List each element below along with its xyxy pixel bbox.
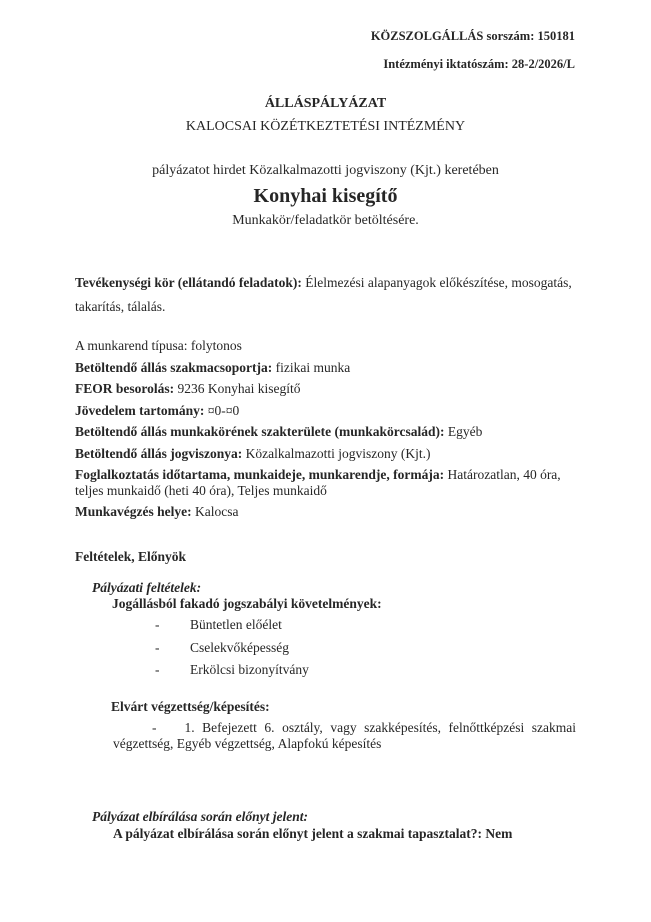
attribute-value: 9236 Konyhai kisegítő: [177, 381, 301, 396]
attribute-salary-range: [75, 403, 583, 419]
subsection-application-conditions: Pályázati feltételek:: [92, 580, 202, 595]
bullet-dash: -: [155, 662, 160, 677]
attribute-label: Betöltendő állás jogviszonya:: [75, 445, 243, 461]
attribute-work-location: [75, 504, 583, 520]
attribute-feor-code: [75, 381, 583, 397]
duties-value: Élelmezési alapanyagok előkészítése, mosogatás, takarítás, tálalás.: [75, 275, 572, 314]
section-title-conditions: Feltételek, Előnyök: [75, 549, 186, 564]
registry-number: Intézményi iktatószám: 28-2/2026/L: [383, 57, 575, 71]
attribute-value: Egyéb: [447, 424, 483, 439]
header-meta: [371, 29, 575, 72]
bullet-dash: -: [152, 720, 157, 735]
advantage-question: A pályázat elbírálása során előnyt jelent a szakmai tapasztalat?: Nem: [113, 826, 513, 841]
attributes-list: [75, 338, 583, 526]
attribute-value: Közalkalmazotti jogviszony (Kjt.): [245, 445, 431, 461]
qualification-text: 1. Befejezett 6. osztály, vagy szakképesítés, felnőttképzési szakmai végzettség, Egyéb végzettség, Alapfokú képesítés: [113, 720, 576, 751]
organization-name: KALOCSAI KÖZÉTKEZTETÉSI INTÉZMÉNY: [185, 119, 466, 134]
attribute-label: Betöltendő állás munkakörének szakterülete (munkakörcsalád):: [75, 424, 445, 439]
intro-line: pályázatot hirdet Közalkalmazotti jogviszony (Kjt.) keretében: [152, 163, 499, 178]
document-heading: ÁLLÁSPÁLYÁZAT: [264, 96, 387, 111]
legal-requirements-list: [155, 617, 309, 685]
duties-paragraph: [75, 271, 581, 319]
attribute-value: ¤0-¤0: [207, 402, 240, 418]
advantage-title: Pályázat elbírálása során előnyt jelent:: [92, 809, 308, 824]
qualification-title: Elvárt végzettség/képesítés:: [111, 699, 270, 714]
attribute-value: fizikai munka: [275, 359, 351, 375]
serial-number: KÖZSZOLGÁLLÁS sorszám: 150181: [370, 29, 575, 43]
attribute-label: Foglalkoztatás időtartama, munkaideje, munkarendje, formája:: [75, 467, 445, 482]
attribute-label: Jövedelem tartomány:: [75, 402, 205, 418]
attribute-employment-terms: [75, 467, 583, 498]
title-block: [0, 96, 651, 229]
duties-label: Tevékenységi kör (ellátandó feladatok):: [75, 275, 302, 290]
attribute-employment-relation: [75, 446, 583, 462]
qualification-item: [113, 720, 576, 752]
position-subtitle: Munkakör/feladatkör betöltésére.: [232, 213, 419, 228]
legal-requirement-text: Cselekvőképesség: [190, 639, 289, 655]
bullet-dash: -: [155, 617, 160, 632]
position-title: Konyhai kisegítő: [253, 185, 398, 207]
attribute-work-schedule: [75, 338, 583, 354]
legal-requirements-title: Jogállásból fakadó jogszabályi követelmények:: [112, 596, 382, 611]
attribute-value: Kalocsa: [194, 504, 239, 519]
legal-requirement-text: Büntetlen előélet: [190, 617, 282, 632]
attribute-label: Munkavégzés helye:: [75, 504, 192, 519]
attribute-job-category: [75, 360, 583, 376]
legal-requirement-item: [155, 662, 309, 678]
attribute-value: folytonos: [190, 338, 242, 353]
bullet-dash: -: [155, 639, 160, 655]
legal-requirement-text: Erkölcsi bizonyítvány: [190, 662, 309, 677]
attribute-label: A munkarend típusa:: [75, 338, 188, 353]
legal-requirement-item: [155, 617, 309, 633]
attribute-label: Betöltendő állás szakmacsoportja:: [75, 359, 273, 375]
attribute-value: Határozatlan, 40 óra, teljes munkaidő (heti 40 óra), Teljes munkaidő: [75, 467, 561, 498]
attribute-label: FEOR besorolás:: [75, 381, 175, 396]
attribute-job-field: [75, 424, 583, 440]
legal-requirement-item: [155, 640, 309, 656]
